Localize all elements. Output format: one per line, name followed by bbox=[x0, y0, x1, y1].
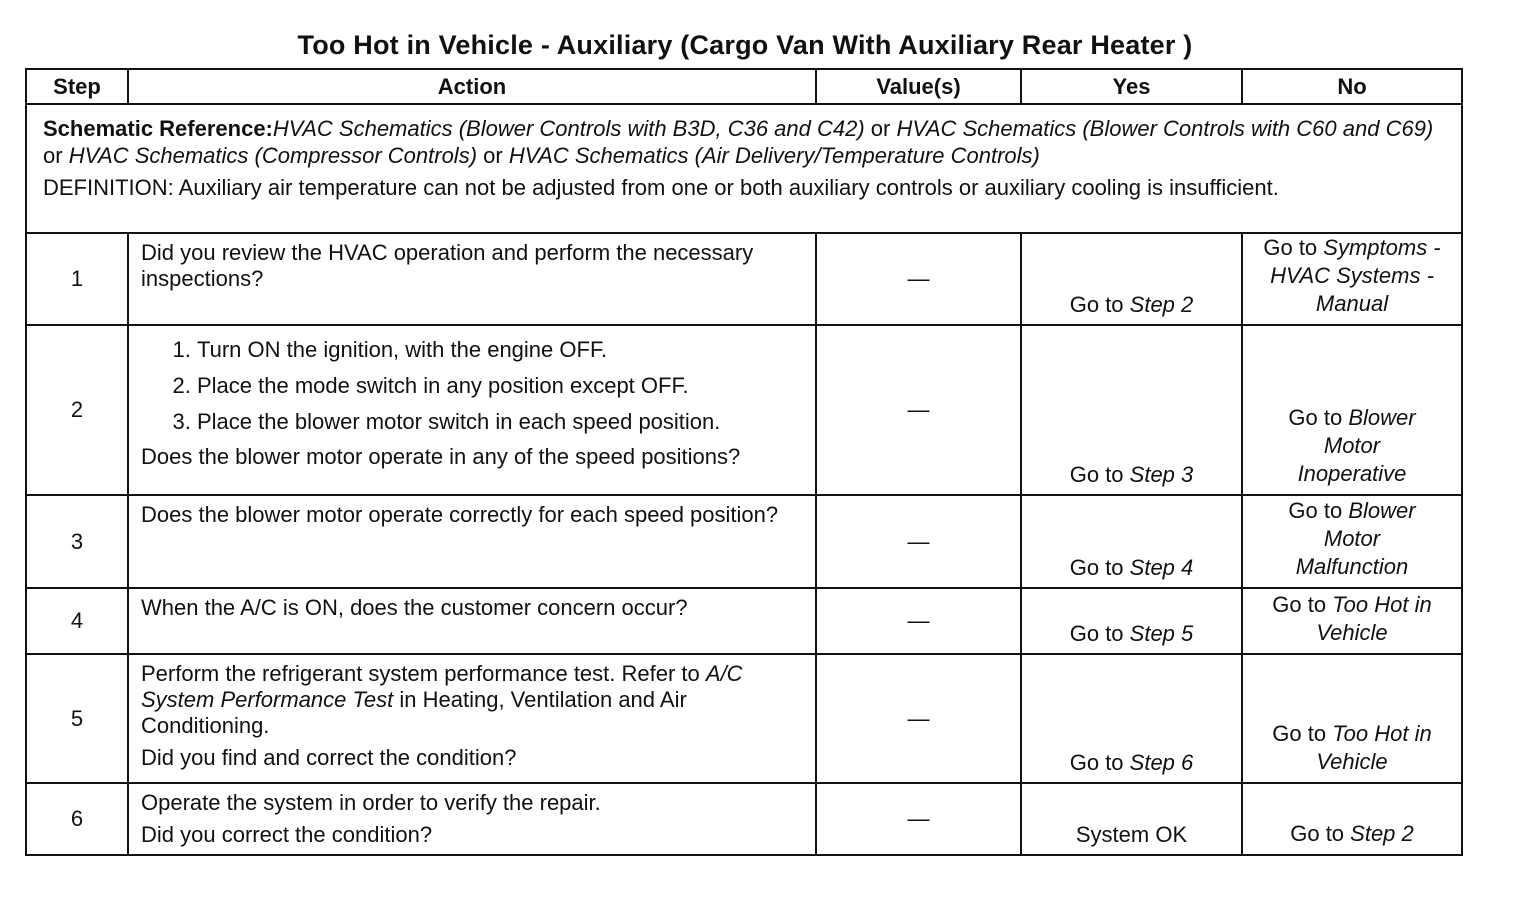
diagnostic-table bbox=[25, 68, 1463, 856]
reference-link-1[interactable]: HVAC Schematics (Blower Controls with B3D, C36 and C42) bbox=[272, 116, 865, 141]
yes-prefix: Go to bbox=[1069, 750, 1130, 775]
no-prefix: Go to bbox=[1288, 405, 1349, 430]
substep-item: 1. Turn ON the ignition, with the engine OFF. bbox=[197, 332, 805, 368]
step-number: 4 bbox=[26, 588, 128, 654]
schematic-reference bbox=[43, 115, 1445, 169]
no-prefix: Go to bbox=[1290, 821, 1351, 846]
yes-cell bbox=[1021, 233, 1242, 325]
value-cell: — bbox=[816, 654, 1021, 783]
no-cell bbox=[1242, 783, 1462, 855]
value-cell: — bbox=[816, 325, 1021, 495]
reference-or: or bbox=[864, 116, 897, 141]
yes-link[interactable]: Step 5 bbox=[1129, 621, 1194, 646]
yes-cell bbox=[1021, 495, 1242, 588]
step-number: 5 bbox=[26, 654, 128, 783]
step-number: 3 bbox=[26, 495, 128, 588]
step-number: 1 bbox=[26, 233, 128, 325]
action-cell bbox=[128, 588, 816, 654]
yes-link[interactable]: Step 6 bbox=[1129, 750, 1194, 775]
reference-row bbox=[26, 104, 1462, 233]
table-row bbox=[26, 233, 1462, 325]
action-cell bbox=[128, 495, 816, 588]
no-cell bbox=[1242, 588, 1462, 654]
definition-text: DEFINITION: Auxiliary air temperature can not be adjusted from one or both auxiliary controls or auxiliary cooling is insufficient. bbox=[43, 175, 1279, 200]
yes-cell bbox=[1021, 325, 1242, 495]
no-cell bbox=[1242, 233, 1462, 325]
reference-or: or bbox=[477, 143, 509, 168]
substep-list bbox=[141, 332, 805, 440]
yes-prefix: Go to bbox=[1069, 621, 1130, 646]
substep-item: 3. Place the blower motor switch in each speed position. bbox=[197, 404, 805, 440]
yes-prefix: Go to bbox=[1069, 462, 1130, 487]
header-step: Step bbox=[26, 69, 128, 104]
no-link[interactable]: Symptoms - HVAC Systems - Manual bbox=[1270, 235, 1441, 316]
action-question: Did you review the HVAC operation and perform the necessary inspections? bbox=[141, 240, 754, 291]
table-row bbox=[26, 588, 1462, 654]
reference-or: or bbox=[43, 143, 69, 168]
header-yes: Yes bbox=[1021, 69, 1242, 104]
action-question: Did you correct the condition? bbox=[141, 822, 433, 847]
reference-link-3[interactable]: HVAC Schematics (Compressor Controls) bbox=[68, 143, 478, 168]
yes-cell: System OK bbox=[1021, 783, 1242, 855]
no-prefix: Go to bbox=[1272, 592, 1333, 617]
step-number: 6 bbox=[26, 783, 128, 855]
action-cell bbox=[128, 783, 816, 855]
action-cell bbox=[128, 325, 816, 495]
header-values: Value(s) bbox=[816, 69, 1021, 104]
action-cell bbox=[128, 233, 816, 325]
no-prefix: Go to bbox=[1272, 721, 1333, 746]
step-number: 2 bbox=[26, 325, 128, 495]
no-prefix: Go to bbox=[1288, 498, 1349, 523]
instruction-text: Perform the refrigerant system performance test. Refer to bbox=[141, 661, 706, 686]
value-cell: — bbox=[816, 233, 1021, 325]
yes-link[interactable]: Step 2 bbox=[1129, 292, 1194, 317]
header-no: No bbox=[1242, 69, 1462, 104]
table-row bbox=[26, 654, 1462, 783]
yes-prefix: Go to bbox=[1069, 292, 1130, 317]
action-question: Does the blower motor operate in any of the speed positions? bbox=[141, 444, 741, 469]
yes-link[interactable]: Step 3 bbox=[1129, 462, 1194, 487]
action-question: When the A/C is ON, does the customer concern occur? bbox=[141, 595, 688, 620]
reference-label: Schematic Reference: bbox=[43, 116, 273, 141]
substep-item: 2. Place the mode switch in any position except OFF. bbox=[197, 368, 805, 404]
no-link[interactable]: Step 2 bbox=[1350, 821, 1414, 846]
reference-cell bbox=[26, 104, 1462, 233]
no-link[interactable]: Blower Motor Inoperative bbox=[1297, 405, 1416, 486]
no-prefix: Go to bbox=[1263, 235, 1324, 260]
value-cell: — bbox=[816, 495, 1021, 588]
yes-cell bbox=[1021, 654, 1242, 783]
instruction-text: in Heating, Ventilation and Air Conditioning. bbox=[141, 687, 687, 738]
action-question: Did you find and correct the condition? bbox=[141, 745, 517, 770]
action-question: Does the blower motor operate correctly for each speed position? bbox=[141, 502, 779, 527]
value-cell: — bbox=[816, 783, 1021, 855]
action-cell bbox=[128, 654, 816, 783]
no-cell bbox=[1242, 325, 1462, 495]
value-cell: — bbox=[816, 588, 1021, 654]
header-action: Action bbox=[128, 69, 816, 104]
no-cell bbox=[1242, 495, 1462, 588]
table-row bbox=[26, 783, 1462, 855]
yes-link[interactable]: Step 4 bbox=[1129, 555, 1194, 580]
reference-link-2[interactable]: HVAC Schematics (Blower Controls with C60 and C69) bbox=[896, 116, 1434, 141]
header-row bbox=[26, 69, 1462, 104]
yes-prefix: Go to bbox=[1069, 555, 1130, 580]
document-title: Too Hot in Vehicle - Auxiliary (Cargo Van With Auxiliary Rear Heater ) bbox=[297, 30, 1193, 60]
performance-test-link[interactable]: A/C System Performance Test bbox=[141, 661, 743, 712]
no-link[interactable]: Too Hot in Vehicle bbox=[1316, 721, 1432, 774]
action-instruction: Operate the system in order to verify the repair. bbox=[141, 790, 601, 815]
reference-link-4[interactable]: HVAC Schematics (Air Delivery/Temperature Controls) bbox=[508, 143, 1040, 168]
table-row bbox=[26, 495, 1462, 588]
table-row bbox=[26, 325, 1462, 495]
no-link[interactable]: Too Hot in Vehicle bbox=[1316, 592, 1432, 645]
no-link[interactable]: Blower Motor Malfunction bbox=[1295, 498, 1416, 579]
action-instruction bbox=[141, 661, 805, 739]
yes-cell bbox=[1021, 588, 1242, 654]
no-cell bbox=[1242, 654, 1462, 783]
